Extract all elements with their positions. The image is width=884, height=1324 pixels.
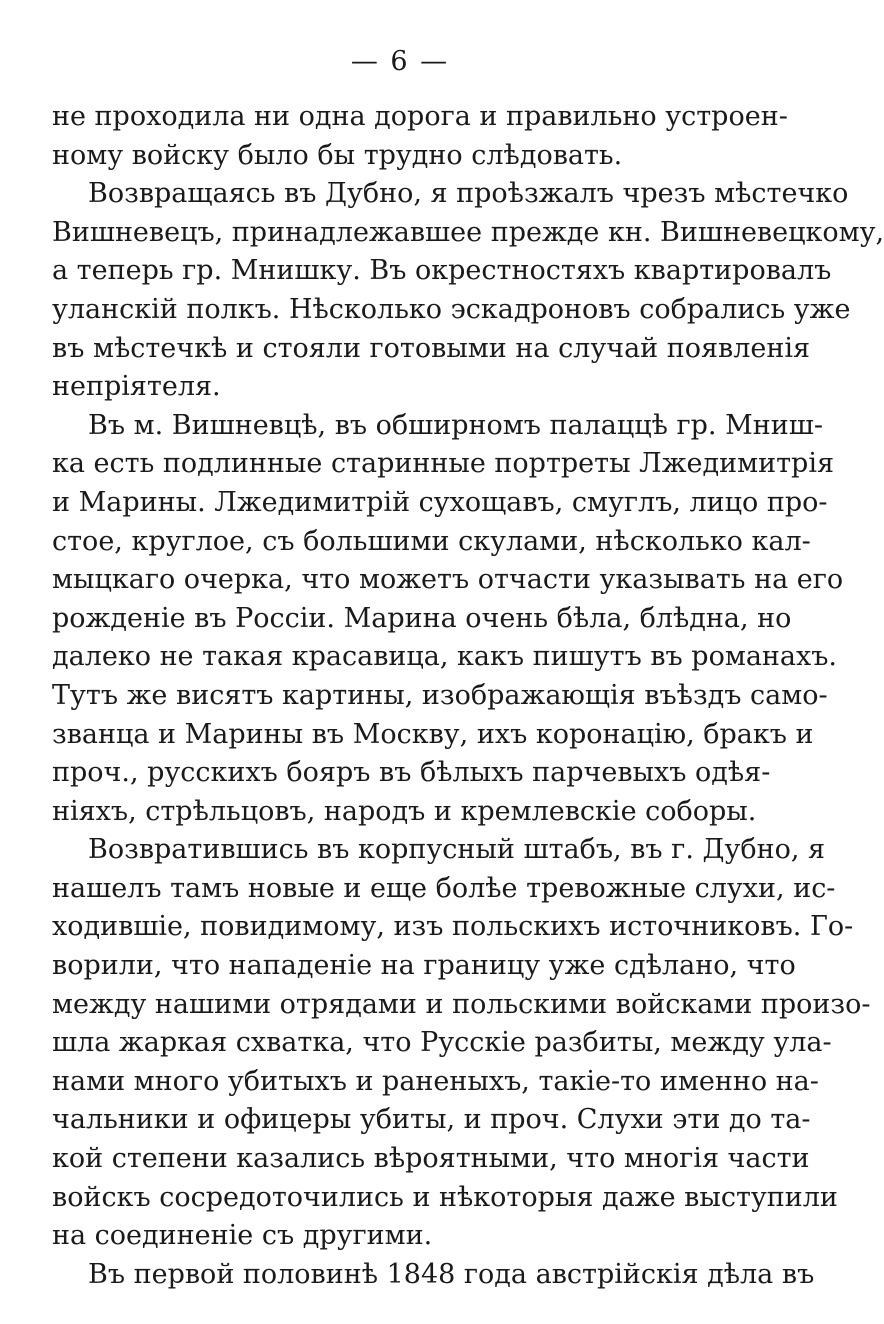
text-line: чальники и офицеры убиты, и проч. Слухи эти до та- (52, 1104, 811, 1136)
page-number: — 6 — (350, 46, 450, 77)
text-line: мыцкаго очерка, что можетъ отчасти указывать на его (52, 564, 844, 596)
text-line: между нашими отрядами и польскими войсками произо- (52, 988, 871, 1020)
text-line: ворили, что нападеніе на границу уже сдѣлано, что (52, 950, 796, 982)
text-line: Возвращаясь въ Дубно, я проѣзжалъ чрезъ мѣстечко (88, 178, 849, 210)
text-line: непріятеля. (52, 371, 221, 403)
text-line: шла жаркая схватка, что Русскіе разбиты, между ула- (52, 1027, 832, 1059)
text-line: Возвратившись въ корпусный штабъ, въ г. Дубно, я (88, 834, 826, 866)
text-line: а теперь гр. Мнишку. Въ окрестностяхъ квартировалъ (52, 255, 832, 287)
body-text (52, 98, 884, 1294)
text-line: не проходила ни одна дорога и правильно устроен- (52, 101, 788, 132)
text-line: ніяхъ, стрѣльцовъ, народъ и кремлевскіе соборы. (52, 795, 757, 827)
text-line: проч., русскихъ бояръ въ бѣлыхъ парчевыхъ одѣя- (52, 757, 771, 789)
text-line: Въ первой половинѣ 1848 года австрійскія дѣла въ (88, 1258, 815, 1290)
text-line: и Марины. Лжедимитрій сухощавъ, смуглъ, лицо про- (52, 486, 828, 518)
text-line: званца и Марины въ Москву, ихъ коронацію, бракъ и (52, 718, 814, 750)
text-line: уланскій полкъ. Нѣсколько эскадроновъ собрались уже (52, 293, 851, 325)
text-line: рожденіе въ Россіи. Марина очень бѣла, блѣдна, но (52, 602, 792, 634)
text-line: Вишневецъ, принадлежавшее прежде кн. Вишневецкому, (52, 216, 884, 248)
text-line: на соединеніе съ другими. (52, 1220, 433, 1252)
text-line: кой степени казались вѣроятными, что многія части (52, 1143, 810, 1175)
text-line: въ мѣстечкѣ и стояли готовыми на случай появленія (52, 332, 811, 364)
text-line: Тутъ же висятъ картины, изображающія въѣздъ само- (52, 679, 828, 711)
text-line: войскъ сосредоточились и нѣкоторыя даже выступили (52, 1181, 838, 1213)
text-line: далеко не такая красавица, какъ пишутъ въ романахъ. (52, 641, 838, 673)
text-line: нами много убитыхъ и раненыхъ, такіе-то именно на- (52, 1065, 819, 1097)
text-line: стое, круглое, съ большими скулами, нѣсколько кал- (52, 525, 811, 557)
text-line: ка есть подлинные старинные портреты Лжедимитрія (52, 448, 835, 480)
text-line: Въ м. Вишневцѣ, въ обширномъ палаццѣ гр. Мниш- (88, 409, 823, 441)
text-line: ному войску было бы трудно слѣдовать. (52, 139, 623, 171)
text-line: нашелъ тамъ новые и еще болѣе тревожные слухи, ис- (52, 872, 836, 904)
text-line: ходившіе, повидимому, изъ польскихъ источниковъ. Го- (52, 911, 854, 943)
